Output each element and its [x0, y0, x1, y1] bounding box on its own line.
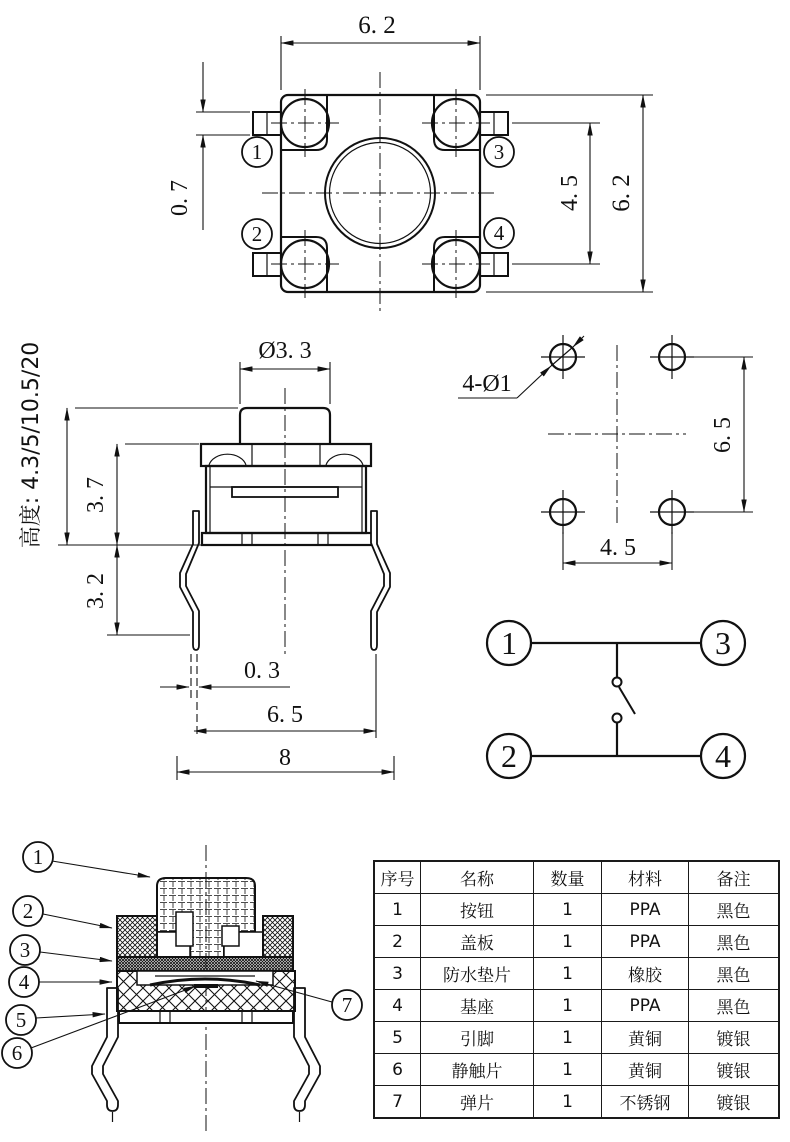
side-view	[19, 338, 394, 780]
cell-no: 3	[374, 958, 421, 990]
cell-no: 4	[374, 990, 421, 1022]
cell-no: 5	[374, 1022, 421, 1054]
dim-horizontal-pitch-label: 4. 5	[600, 535, 636, 561]
cell-material: PPA	[602, 926, 689, 958]
leg-left	[180, 511, 199, 650]
dim-pin-pitch-label: 4. 5	[557, 175, 583, 211]
header-name: 名称	[421, 861, 534, 894]
dim-overall-height-label: 6. 2	[608, 174, 635, 212]
header-material: 材料	[602, 861, 689, 894]
switch-contact-blade	[619, 687, 635, 714]
ext-line	[196, 112, 250, 135]
cell-material: 黄铜	[602, 1054, 689, 1086]
dim-top-width-label: 6. 2	[358, 12, 396, 39]
cell-qty: 1	[534, 926, 602, 958]
table-row	[374, 990, 779, 1022]
callout-leader-arrow	[573, 336, 584, 347]
leg-right	[371, 511, 390, 650]
schematic	[487, 621, 745, 778]
dim-leg-height-label: 3. 2	[83, 573, 109, 609]
callout-7-label: 7	[341, 993, 353, 1017]
ext-line-dashed	[191, 654, 197, 737]
centerlines	[548, 345, 686, 525]
cell-material: 不锈钢	[602, 1086, 689, 1119]
static-contact	[194, 984, 218, 988]
dim-leg-span-label: 8	[279, 745, 291, 771]
terminal-3-label: 3	[715, 625, 731, 661]
body-outline	[206, 466, 366, 533]
callout-6-label: 6	[11, 1041, 23, 1065]
cell-material: 黄铜	[602, 1022, 689, 1054]
dome-arcs	[209, 454, 363, 465]
cell-remark: 镀银	[689, 1054, 780, 1086]
table-row	[374, 958, 779, 990]
cell-qty: 1	[534, 958, 602, 990]
cover-flange	[201, 444, 371, 466]
callout-leader	[517, 366, 551, 398]
pin-3-label: 3	[493, 140, 505, 164]
table-row	[374, 926, 779, 958]
cell-remark: 镀银	[689, 1086, 780, 1119]
dim-lead-width-label: 0. 3	[244, 658, 280, 684]
height-options-note: 高度: 4.3/5/10.5/20	[19, 341, 44, 549]
cell-qty: 1	[534, 894, 602, 926]
ext-line	[58, 408, 238, 545]
dim-button-diameter-label: Ø3. 3	[258, 338, 312, 364]
cell-remark: 黑色	[689, 958, 780, 990]
cell-name: 静触片	[421, 1054, 534, 1086]
parts-table	[373, 860, 780, 1119]
base-strip	[202, 533, 372, 545]
cell-remark: 黑色	[689, 926, 780, 958]
callout-2-label: 2	[22, 899, 34, 923]
section-cover-right	[263, 916, 293, 957]
cell-name: 弹片	[421, 1086, 534, 1119]
table-row	[374, 894, 779, 926]
table-row	[374, 1022, 779, 1054]
pin-4-label: 4	[493, 221, 505, 245]
cell-qty: 1	[534, 1022, 602, 1054]
cell-name: 按钮	[421, 894, 534, 926]
table-row	[374, 1086, 779, 1119]
section-leg-right	[294, 988, 320, 1111]
hole-callout-label: 4-Ø1	[462, 371, 512, 397]
cell-no: 1	[374, 894, 421, 926]
header-no: 序号	[374, 861, 421, 894]
callout-2-leader	[43, 914, 112, 928]
switch-contact-bottom	[613, 714, 622, 723]
dim-body-height-label: 3. 7	[83, 477, 109, 513]
schematic-wires	[531, 643, 701, 756]
body-inner-lines	[210, 466, 362, 533]
cell-material: PPA	[602, 894, 689, 926]
cell-remark: 黑色	[689, 990, 780, 1022]
pcb-layout	[458, 335, 753, 570]
section-bottom-plate	[119, 1011, 293, 1023]
button-slot-left	[176, 912, 193, 946]
cell-name: 防水垫片	[421, 958, 534, 990]
callout-3-leader	[40, 952, 112, 961]
terminal-4-label: 4	[715, 738, 731, 774]
cell-qty: 1	[534, 990, 602, 1022]
cell-no: 6	[374, 1054, 421, 1086]
cell-material: PPA	[602, 990, 689, 1022]
cell-no: 7	[374, 1086, 421, 1119]
dim-vertical-pitch-label: 6. 5	[710, 417, 736, 453]
flange-step-lines	[252, 444, 320, 466]
cell-no: 2	[374, 926, 421, 958]
cell-qty: 1	[534, 1086, 602, 1119]
header-remark: 备注	[689, 861, 780, 894]
callout-5-leader	[36, 1014, 105, 1018]
cell-name: 引脚	[421, 1022, 534, 1054]
cell-material: 橡胶	[602, 958, 689, 990]
cell-qty: 1	[534, 1054, 602, 1086]
callout-1-leader	[52, 861, 150, 877]
header-qty: 数量	[534, 861, 602, 894]
table-header-row	[374, 861, 779, 894]
section-gasket	[117, 957, 293, 971]
top-view	[167, 12, 653, 314]
section-cover-left	[117, 916, 157, 957]
terminal-1-label: 1	[501, 625, 517, 661]
button-slot-right	[222, 926, 239, 946]
callout-5-label: 5	[15, 1008, 27, 1032]
cross-section	[2, 842, 362, 1135]
callout-3-label: 3	[19, 938, 31, 962]
pin-2-label: 2	[251, 222, 263, 246]
callout-4-label: 4	[18, 970, 30, 994]
table-row	[374, 1054, 779, 1086]
cell-name: 盖板	[421, 926, 534, 958]
switch-contact-top	[613, 678, 622, 687]
terminal-2-label: 2	[501, 738, 517, 774]
dim-pin-thickness-label: 0. 7	[167, 180, 193, 216]
callout-1-label: 1	[32, 845, 44, 869]
section-leg-left	[92, 988, 118, 1111]
ext-line	[512, 123, 600, 264]
cell-name: 基座	[421, 990, 534, 1022]
cell-remark: 黑色	[689, 894, 780, 926]
cell-remark: 镀银	[689, 1022, 780, 1054]
dim-lead-pitch-label: 6. 5	[267, 702, 303, 728]
pin-1-label: 1	[251, 140, 263, 164]
